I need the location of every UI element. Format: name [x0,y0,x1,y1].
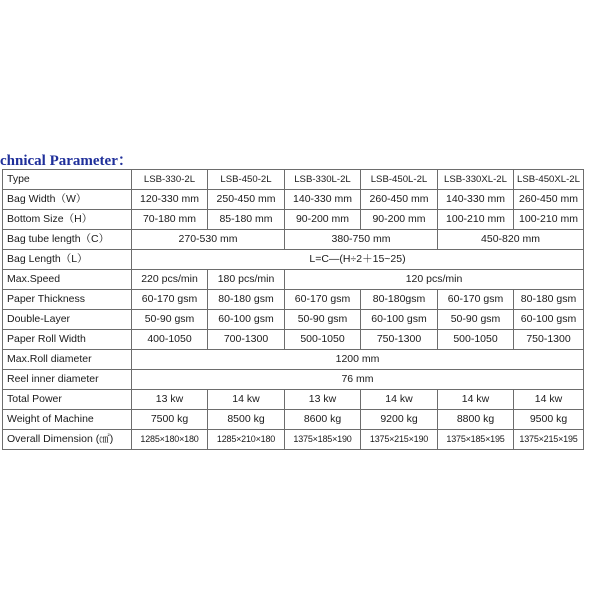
table-row-max-roll-diameter [3,350,584,370]
table-cell: 120 pcs/min [285,270,584,290]
table-cell: LSB-450L-2L [361,170,438,190]
table-cell: 14 kw [514,390,584,410]
table-cell: 14 kw [438,390,514,410]
table-cell: 60-100 gsm [514,310,584,330]
table-cell: 8500 kg [208,410,285,430]
table-row-weight [3,410,584,430]
row-label-reel-inner-diameter: Reel inner diameter [3,370,132,390]
table-row-max-speed [3,270,584,290]
table-cell: 14 kw [361,390,438,410]
table-row-bag-length [3,250,584,270]
row-label-weight: Weight of Machine [3,410,132,430]
table-cell: 90-200 mm [285,210,361,230]
table-row-bag-width [3,190,584,210]
table-cell: 8800 kg [438,410,514,430]
table-cell: 140-330 mm [438,190,514,210]
row-label-bottom-size: Bottom Size（H） [3,210,132,230]
table-cell: 100-210 mm [514,210,584,230]
table-cell: 500-1050 [438,330,514,350]
row-label-bag-width: Bag Width（W） [3,190,132,210]
table-cell: 1285×210×180 [208,430,285,450]
section-heading: chnical Parameter： [0,153,133,169]
table-cell: 1375×185×190 [285,430,361,450]
table-cell: 260-450 mm [514,190,584,210]
row-label-bag-length: Bag Length（L） [3,250,132,270]
row-label-overall-dimension: Overall Dimension (㎠) [3,430,132,450]
table-row-type [3,170,584,190]
table-cell: 500-1050 [285,330,361,350]
table-cell: 450-820 mm [438,230,584,250]
table-row-reel-inner-diameter [3,370,584,390]
table-cell: 60-100 gsm [361,310,438,330]
table-cell: 1285×180×180 [132,430,208,450]
table-cell: 400-1050 [132,330,208,350]
table-row-bag-tube-length [3,230,584,250]
table-cell: 76 mm [132,370,584,390]
table-cell: 13 kw [132,390,208,410]
table-cell: LSB-330-2L [132,170,208,190]
row-label-max-roll-diameter: Max.Roll diameter [3,350,132,370]
row-label-paper-thickness: Paper Thickness [3,290,132,310]
row-label-max-speed: Max.Speed [3,270,132,290]
table-row-double-layer [3,310,584,330]
table-cell: 270-530 mm [132,230,285,250]
table-cell: 50-90 gsm [285,310,361,330]
table-cell: LSB-450XL-2L [514,170,584,190]
table-cell: LSB-450-2L [208,170,285,190]
row-label-double-layer: Double-Layer [3,310,132,330]
table-cell: 140-330 mm [285,190,361,210]
table-row-total-power [3,390,584,410]
table-cell: 60-100 gsm [208,310,285,330]
table-cell: 750-1300 [514,330,584,350]
table-cell: 85-180 mm [208,210,285,230]
table-cell: 70-180 mm [132,210,208,230]
table-cell: 1375×185×195 [438,430,514,450]
table-cell: 8600 kg [285,410,361,430]
table-cell: 180 pcs/min [208,270,285,290]
table-cell: 80-180 gsm [514,290,584,310]
table-cell: 380-750 mm [285,230,438,250]
table-row-paper-thickness [3,290,584,310]
table-cell: 9500 kg [514,410,584,430]
table-cell: 9200 kg [361,410,438,430]
table-cell: 220 pcs/min [132,270,208,290]
row-label-type: Type [3,170,132,190]
table-cell: 50-90 gsm [438,310,514,330]
table-row-bottom-size [3,210,584,230]
table-row-paper-roll-width [3,330,584,350]
table-cell: 700-1300 [208,330,285,350]
row-label-paper-roll-width: Paper Roll Width [3,330,132,350]
table-cell: 80-180gsm [361,290,438,310]
table-cell: L=C—(H÷2＋15~25) [132,250,584,270]
table-cell: 1375×215×190 [361,430,438,450]
table-cell: 120-330 mm [132,190,208,210]
table-cell: 80-180 gsm [208,290,285,310]
table-cell: 1200 mm [132,350,584,370]
table-cell: 50-90 gsm [132,310,208,330]
technical-parameter-table [2,169,584,450]
table-cell: 13 kw [285,390,361,410]
table-cell: 100-210 mm [438,210,514,230]
table-cell: 1375×215×195 [514,430,584,450]
table-cell: 7500 kg [132,410,208,430]
table-cell: 14 kw [208,390,285,410]
table-cell: 260-450 mm [361,190,438,210]
table-cell: 60-170 gsm [438,290,514,310]
table-cell: 750-1300 [361,330,438,350]
table-row-overall-dimension [3,430,584,450]
table-cell: LSB-330XL-2L [438,170,514,190]
row-label-total-power: Total Power [3,390,132,410]
table-cell: 60-170 gsm [285,290,361,310]
table-cell: 60-170 gsm [132,290,208,310]
table-cell: 90-200 mm [361,210,438,230]
row-label-bag-tube-length: Bag tube length（C） [3,230,132,250]
table-cell: 250-450 mm [208,190,285,210]
table-cell: LSB-330L-2L [285,170,361,190]
